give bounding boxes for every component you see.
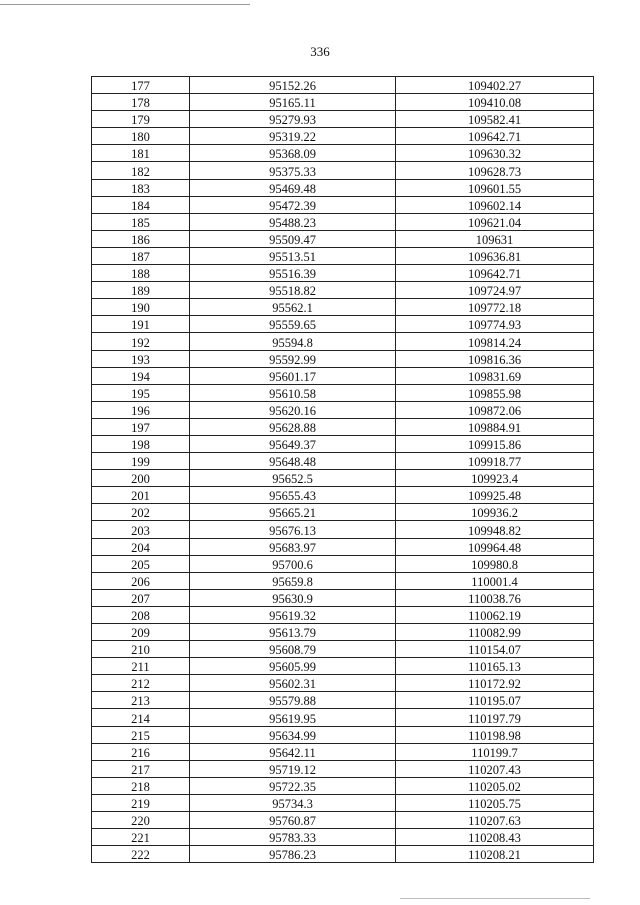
table-row <box>92 555 594 572</box>
y-coordinate-cell: 110038.76 <box>396 589 594 606</box>
x-coordinate-cell: 95368.09 <box>190 145 396 162</box>
point-number-cell: 213 <box>92 692 190 709</box>
point-number-cell: 222 <box>92 846 190 863</box>
point-number-cell: 199 <box>92 453 190 470</box>
x-coordinate-cell: 95375.33 <box>190 162 396 179</box>
point-number-cell: 201 <box>92 487 190 504</box>
x-coordinate-cell: 95513.51 <box>190 247 396 264</box>
x-coordinate-cell: 95659.8 <box>190 572 396 589</box>
y-coordinate-cell: 110207.63 <box>396 812 594 829</box>
point-number-cell: 212 <box>92 675 190 692</box>
table-row <box>92 709 594 726</box>
point-number-cell: 182 <box>92 162 190 179</box>
x-coordinate-cell: 95652.5 <box>190 470 396 487</box>
table-row <box>92 606 594 623</box>
x-coordinate-cell: 95655.43 <box>190 487 396 504</box>
y-coordinate-cell: 109601.55 <box>396 179 594 196</box>
y-coordinate-cell: 109642.71 <box>396 128 594 145</box>
point-number-cell: 207 <box>92 589 190 606</box>
point-number-cell: 188 <box>92 265 190 282</box>
x-coordinate-cell: 95610.58 <box>190 384 396 401</box>
table-row <box>92 128 594 145</box>
x-coordinate-cell: 95319.22 <box>190 128 396 145</box>
point-number-cell: 179 <box>92 111 190 128</box>
y-coordinate-cell: 109964.48 <box>396 538 594 555</box>
table-row <box>92 401 594 418</box>
table-row <box>92 521 594 538</box>
table-row <box>92 350 594 367</box>
y-coordinate-cell: 109936.2 <box>396 504 594 521</box>
x-coordinate-cell: 95601.17 <box>190 367 396 384</box>
table-row <box>92 367 594 384</box>
point-number-cell: 200 <box>92 470 190 487</box>
y-coordinate-cell: 109621.04 <box>396 213 594 230</box>
table-row <box>92 538 594 555</box>
x-coordinate-cell: 95592.99 <box>190 350 396 367</box>
y-coordinate-cell: 110062.19 <box>396 606 594 623</box>
y-coordinate-cell: 109872.06 <box>396 401 594 418</box>
x-coordinate-cell: 95594.8 <box>190 333 396 350</box>
y-coordinate-cell: 110207.43 <box>396 760 594 777</box>
y-coordinate-cell: 110205.02 <box>396 777 594 794</box>
point-number-cell: 218 <box>92 777 190 794</box>
x-coordinate-cell: 95628.88 <box>190 418 396 435</box>
x-coordinate-cell: 95488.23 <box>190 213 396 230</box>
table-row <box>92 726 594 743</box>
table-row <box>92 487 594 504</box>
coordinate-table <box>91 76 594 863</box>
point-number-cell: 220 <box>92 812 190 829</box>
y-coordinate-cell: 110198.98 <box>396 726 594 743</box>
y-coordinate-cell: 109884.91 <box>396 418 594 435</box>
x-coordinate-cell: 95620.16 <box>190 401 396 418</box>
x-coordinate-cell: 95619.95 <box>190 709 396 726</box>
y-coordinate-cell: 110208.21 <box>396 846 594 863</box>
x-coordinate-cell: 95683.97 <box>190 538 396 555</box>
point-number-cell: 211 <box>92 658 190 675</box>
point-number-cell: 193 <box>92 350 190 367</box>
table-row <box>92 572 594 589</box>
y-coordinate-cell: 110205.75 <box>396 794 594 811</box>
point-number-cell: 208 <box>92 606 190 623</box>
x-coordinate-cell: 95634.99 <box>190 726 396 743</box>
point-number-cell: 209 <box>92 624 190 641</box>
x-coordinate-cell: 95605.99 <box>190 658 396 675</box>
point-number-cell: 189 <box>92 282 190 299</box>
table-row <box>92 777 594 794</box>
x-coordinate-cell: 95579.88 <box>190 692 396 709</box>
scan-bottom-line <box>400 898 590 899</box>
x-coordinate-cell: 95700.6 <box>190 555 396 572</box>
x-coordinate-cell: 95165.11 <box>190 94 396 111</box>
y-coordinate-cell: 109923.4 <box>396 470 594 487</box>
table-row <box>92 384 594 401</box>
x-coordinate-cell: 95619.32 <box>190 606 396 623</box>
x-coordinate-cell: 95783.33 <box>190 829 396 846</box>
x-coordinate-cell: 95608.79 <box>190 641 396 658</box>
point-number-cell: 206 <box>92 572 190 589</box>
y-coordinate-cell: 110197.79 <box>396 709 594 726</box>
table-row <box>92 760 594 777</box>
x-coordinate-cell: 95649.37 <box>190 435 396 452</box>
table-row <box>92 213 594 230</box>
y-coordinate-cell: 110208.43 <box>396 829 594 846</box>
point-number-cell: 191 <box>92 316 190 333</box>
x-coordinate-cell: 95469.48 <box>190 179 396 196</box>
scan-top-line <box>0 4 250 5</box>
point-number-cell: 192 <box>92 333 190 350</box>
point-number-cell: 216 <box>92 743 190 760</box>
point-number-cell: 177 <box>92 77 190 94</box>
point-number-cell: 204 <box>92 538 190 555</box>
y-coordinate-cell: 109636.81 <box>396 247 594 264</box>
y-coordinate-cell: 110199.7 <box>396 743 594 760</box>
point-number-cell: 214 <box>92 709 190 726</box>
table-row <box>92 316 594 333</box>
table-row <box>92 196 594 213</box>
table-row <box>92 77 594 94</box>
table-row <box>92 658 594 675</box>
point-number-cell: 183 <box>92 179 190 196</box>
x-coordinate-cell: 95559.65 <box>190 316 396 333</box>
table-row <box>92 641 594 658</box>
point-number-cell: 196 <box>92 401 190 418</box>
table-row <box>92 145 594 162</box>
point-number-cell: 184 <box>92 196 190 213</box>
x-coordinate-cell: 95509.47 <box>190 230 396 247</box>
y-coordinate-cell: 109948.82 <box>396 521 594 538</box>
x-coordinate-cell: 95562.1 <box>190 299 396 316</box>
x-coordinate-cell: 95518.82 <box>190 282 396 299</box>
table-row <box>92 812 594 829</box>
table-row <box>92 692 594 709</box>
point-number-cell: 221 <box>92 829 190 846</box>
y-coordinate-cell: 109915.86 <box>396 435 594 452</box>
y-coordinate-cell: 109410.08 <box>396 94 594 111</box>
x-coordinate-cell: 95676.13 <box>190 521 396 538</box>
point-number-cell: 190 <box>92 299 190 316</box>
y-coordinate-cell: 110165.13 <box>396 658 594 675</box>
point-number-cell: 215 <box>92 726 190 743</box>
y-coordinate-cell: 109628.73 <box>396 162 594 179</box>
y-coordinate-cell: 109602.14 <box>396 196 594 213</box>
table-row <box>92 418 594 435</box>
table-row <box>92 333 594 350</box>
x-coordinate-cell: 95152.26 <box>190 77 396 94</box>
y-coordinate-cell: 110195.07 <box>396 692 594 709</box>
table-row <box>92 504 594 521</box>
point-number-cell: 198 <box>92 435 190 452</box>
x-coordinate-cell: 95786.23 <box>190 846 396 863</box>
point-number-cell: 197 <box>92 418 190 435</box>
x-coordinate-cell: 95630.9 <box>190 589 396 606</box>
table-row <box>92 162 594 179</box>
point-number-cell: 194 <box>92 367 190 384</box>
y-coordinate-cell: 109724.97 <box>396 282 594 299</box>
y-coordinate-cell: 109631 <box>396 230 594 247</box>
table-row <box>92 589 594 606</box>
y-coordinate-cell: 109814.24 <box>396 333 594 350</box>
y-coordinate-cell: 109925.48 <box>396 487 594 504</box>
table-row <box>92 624 594 641</box>
point-number-cell: 186 <box>92 230 190 247</box>
point-number-cell: 217 <box>92 760 190 777</box>
point-number-cell: 187 <box>92 247 190 264</box>
y-coordinate-cell: 110154.07 <box>396 641 594 658</box>
point-number-cell: 210 <box>92 641 190 658</box>
y-coordinate-cell: 110172.92 <box>396 675 594 692</box>
y-coordinate-cell: 109831.69 <box>396 367 594 384</box>
point-number-cell: 180 <box>92 128 190 145</box>
x-coordinate-cell: 95719.12 <box>190 760 396 777</box>
point-number-cell: 202 <box>92 504 190 521</box>
y-coordinate-cell: 109816.36 <box>396 350 594 367</box>
table-row <box>92 675 594 692</box>
y-coordinate-cell: 109980.8 <box>396 555 594 572</box>
x-coordinate-cell: 95472.39 <box>190 196 396 213</box>
point-number-cell: 185 <box>92 213 190 230</box>
x-coordinate-cell: 95602.31 <box>190 675 396 692</box>
point-number-cell: 205 <box>92 555 190 572</box>
point-number-cell: 181 <box>92 145 190 162</box>
table-row <box>92 829 594 846</box>
table-row <box>92 794 594 811</box>
x-coordinate-cell: 95665.21 <box>190 504 396 521</box>
y-coordinate-cell: 110001.4 <box>396 572 594 589</box>
point-number-cell: 195 <box>92 384 190 401</box>
table-row <box>92 247 594 264</box>
y-coordinate-cell: 109774.93 <box>396 316 594 333</box>
x-coordinate-cell: 95279.93 <box>190 111 396 128</box>
table-row <box>92 282 594 299</box>
y-coordinate-cell: 109630.32 <box>396 145 594 162</box>
x-coordinate-cell: 95642.11 <box>190 743 396 760</box>
table-row <box>92 470 594 487</box>
table-row <box>92 111 594 128</box>
table-row <box>92 265 594 282</box>
y-coordinate-cell: 109642.71 <box>396 265 594 282</box>
x-coordinate-cell: 95648.48 <box>190 453 396 470</box>
y-coordinate-cell: 109582.41 <box>396 111 594 128</box>
y-coordinate-cell: 109918.77 <box>396 453 594 470</box>
table-row <box>92 435 594 452</box>
x-coordinate-cell: 95734.3 <box>190 794 396 811</box>
x-coordinate-cell: 95516.39 <box>190 265 396 282</box>
point-number-cell: 219 <box>92 794 190 811</box>
y-coordinate-cell: 109772.18 <box>396 299 594 316</box>
x-coordinate-cell: 95722.35 <box>190 777 396 794</box>
page-number: 336 <box>310 44 330 59</box>
y-coordinate-cell: 109402.27 <box>396 77 594 94</box>
point-number-cell: 178 <box>92 94 190 111</box>
point-number-cell: 203 <box>92 521 190 538</box>
table-row <box>92 94 594 111</box>
table-row <box>92 846 594 863</box>
table-row <box>92 299 594 316</box>
table-row <box>92 230 594 247</box>
y-coordinate-cell: 109855.98 <box>396 384 594 401</box>
x-coordinate-cell: 95760.87 <box>190 812 396 829</box>
table-row <box>92 453 594 470</box>
x-coordinate-cell: 95613.79 <box>190 624 396 641</box>
table-row <box>92 743 594 760</box>
table-row <box>92 179 594 196</box>
y-coordinate-cell: 110082.99 <box>396 624 594 641</box>
